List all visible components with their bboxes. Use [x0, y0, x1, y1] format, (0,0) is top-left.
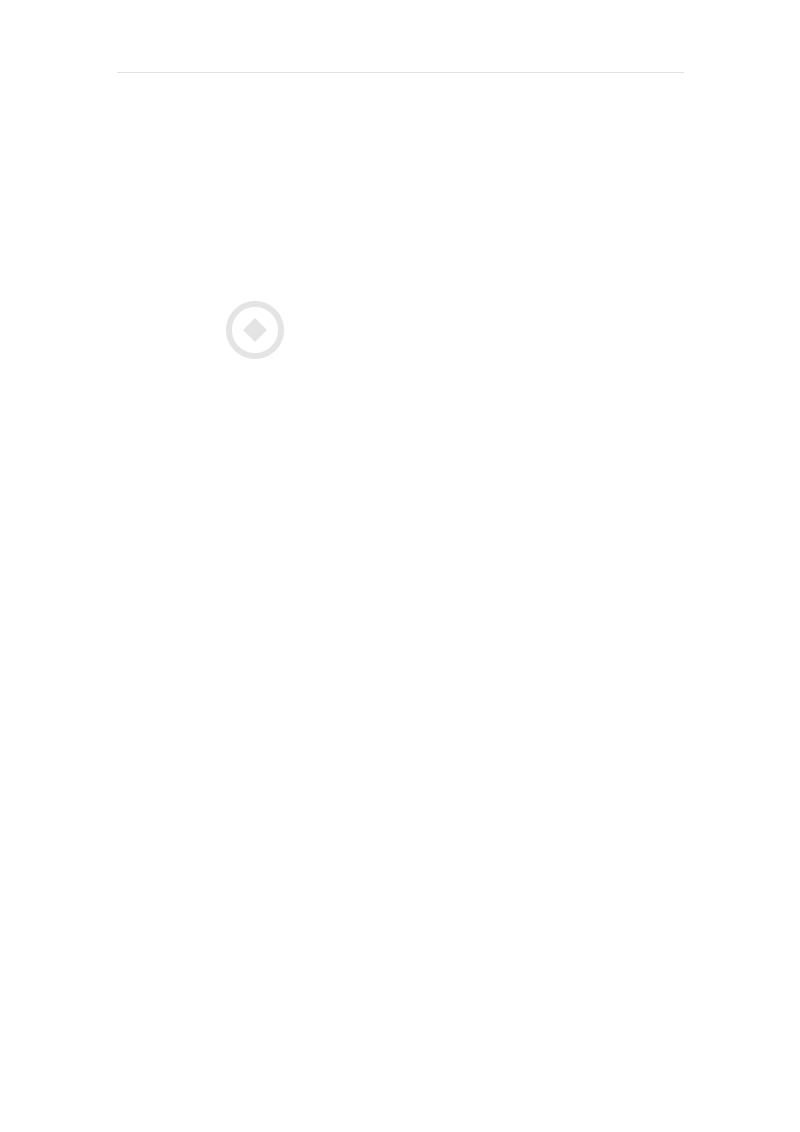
watermark-logo — [215, 290, 425, 410]
jike-logo-icon — [229, 304, 281, 356]
divider — [117, 72, 684, 73]
document-page — [117, 56, 687, 73]
